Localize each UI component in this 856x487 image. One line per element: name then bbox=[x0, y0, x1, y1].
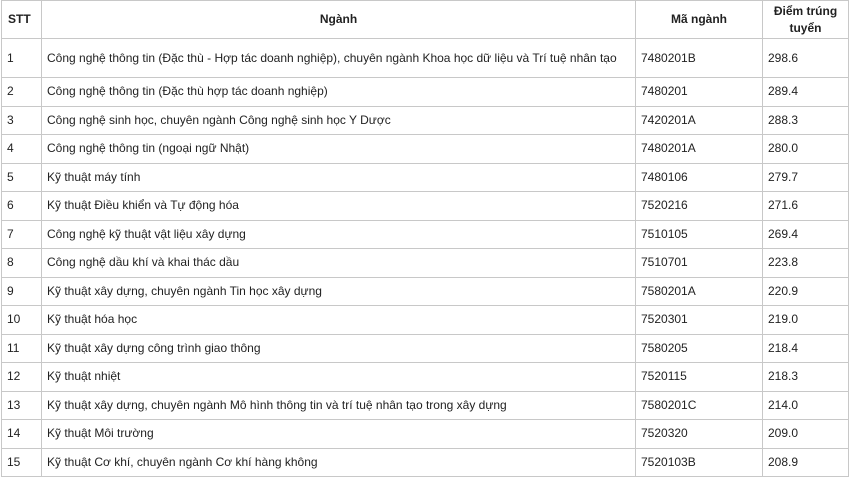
cell-stt: 5 bbox=[2, 163, 42, 192]
table-row bbox=[2, 334, 849, 363]
cell-ma-nganh: 7520115 bbox=[636, 363, 763, 392]
cell-diem: 223.8 bbox=[763, 249, 849, 278]
cell-stt: 11 bbox=[2, 334, 42, 363]
cell-ma-nganh: 7510105 bbox=[636, 220, 763, 249]
cell-diem: 271.6 bbox=[763, 192, 849, 221]
cell-ma-nganh: 7520301 bbox=[636, 306, 763, 335]
cell-diem: 214.0 bbox=[763, 391, 849, 420]
cell-diem: 298.6 bbox=[763, 39, 849, 78]
cell-stt: 9 bbox=[2, 277, 42, 306]
cell-diem: 208.9 bbox=[763, 448, 849, 477]
cell-ma-nganh: 7580201A bbox=[636, 277, 763, 306]
table-row bbox=[2, 106, 849, 135]
table-header-row bbox=[2, 1, 849, 39]
cell-nganh: Kỹ thuật Cơ khí, chuyên ngành Cơ khí hàng không bbox=[42, 448, 636, 477]
cell-nganh: Công nghệ dầu khí và khai thác dầu bbox=[42, 249, 636, 278]
cell-nganh: Kỹ thuật máy tính bbox=[42, 163, 636, 192]
cell-ma-nganh: 7480201A bbox=[636, 135, 763, 164]
cell-diem: 218.3 bbox=[763, 363, 849, 392]
cell-stt: 12 bbox=[2, 363, 42, 392]
cell-diem: 288.3 bbox=[763, 106, 849, 135]
cell-nganh: Công nghệ sinh học, chuyên ngành Công nghệ sinh học Y Dược bbox=[42, 106, 636, 135]
table-row bbox=[2, 39, 849, 78]
cell-nganh: Kỹ thuật xây dựng, chuyên ngành Mô hình thông tin và trí tuệ nhân tạo trong xây dựng bbox=[42, 391, 636, 420]
cell-ma-nganh: 7520103B bbox=[636, 448, 763, 477]
cell-ma-nganh: 7480106 bbox=[636, 163, 763, 192]
cell-ma-nganh: 7580201C bbox=[636, 391, 763, 420]
cell-stt: 13 bbox=[2, 391, 42, 420]
cell-nganh: Công nghệ thông tin (Đặc thù hợp tác doanh nghiệp) bbox=[42, 78, 636, 107]
cell-stt: 4 bbox=[2, 135, 42, 164]
cell-diem: 220.9 bbox=[763, 277, 849, 306]
table-row bbox=[2, 78, 849, 107]
table-row bbox=[2, 249, 849, 278]
table-row bbox=[2, 306, 849, 335]
admission-scores-table bbox=[1, 0, 849, 477]
cell-nganh: Kỹ thuật hóa học bbox=[42, 306, 636, 335]
cell-stt: 8 bbox=[2, 249, 42, 278]
header-nganh: Ngành bbox=[42, 1, 636, 39]
table-row bbox=[2, 277, 849, 306]
cell-ma-nganh: 7580205 bbox=[636, 334, 763, 363]
cell-nganh: Kỹ thuật nhiệt bbox=[42, 363, 636, 392]
cell-diem: 209.0 bbox=[763, 420, 849, 449]
table-row bbox=[2, 163, 849, 192]
cell-stt: 3 bbox=[2, 106, 42, 135]
cell-nganh: Công nghệ thông tin (Đặc thù - Hợp tác doanh nghiệp), chuyên ngành Khoa học dữ liệu và Trí tuệ nhân tạo bbox=[42, 39, 636, 78]
table-row bbox=[2, 391, 849, 420]
table-row bbox=[2, 135, 849, 164]
table-row bbox=[2, 220, 849, 249]
header-ma-nganh: Mã ngành bbox=[636, 1, 763, 39]
cell-diem: 289.4 bbox=[763, 78, 849, 107]
cell-diem: 279.7 bbox=[763, 163, 849, 192]
cell-ma-nganh: 7420201A bbox=[636, 106, 763, 135]
cell-diem: 280.0 bbox=[763, 135, 849, 164]
cell-diem: 219.0 bbox=[763, 306, 849, 335]
cell-ma-nganh: 7480201B bbox=[636, 39, 763, 78]
cell-nganh: Kỹ thuật xây dựng công trình giao thông bbox=[42, 334, 636, 363]
cell-nganh: Kỹ thuật xây dựng, chuyên ngành Tin học xây dựng bbox=[42, 277, 636, 306]
cell-stt: 6 bbox=[2, 192, 42, 221]
cell-ma-nganh: 7480201 bbox=[636, 78, 763, 107]
cell-ma-nganh: 7520216 bbox=[636, 192, 763, 221]
cell-nganh: Kỹ thuật Điều khiển và Tự động hóa bbox=[42, 192, 636, 221]
table-row bbox=[2, 420, 849, 449]
cell-diem: 218.4 bbox=[763, 334, 849, 363]
header-stt: STT bbox=[2, 1, 42, 39]
cell-stt: 15 bbox=[2, 448, 42, 477]
table-row bbox=[2, 448, 849, 477]
cell-ma-nganh: 7520320 bbox=[636, 420, 763, 449]
cell-ma-nganh: 7510701 bbox=[636, 249, 763, 278]
header-diem-trung-tuyen: Điểm trúng tuyển bbox=[763, 1, 849, 39]
cell-stt: 2 bbox=[2, 78, 42, 107]
cell-stt: 7 bbox=[2, 220, 42, 249]
cell-stt: 10 bbox=[2, 306, 42, 335]
cell-stt: 1 bbox=[2, 39, 42, 78]
table-row bbox=[2, 192, 849, 221]
cell-stt: 14 bbox=[2, 420, 42, 449]
table-row bbox=[2, 363, 849, 392]
cell-nganh: Công nghệ thông tin (ngoại ngữ Nhật) bbox=[42, 135, 636, 164]
cell-diem: 269.4 bbox=[763, 220, 849, 249]
cell-nganh: Công nghệ kỹ thuật vật liệu xây dựng bbox=[42, 220, 636, 249]
cell-nganh: Kỹ thuật Môi trường bbox=[42, 420, 636, 449]
